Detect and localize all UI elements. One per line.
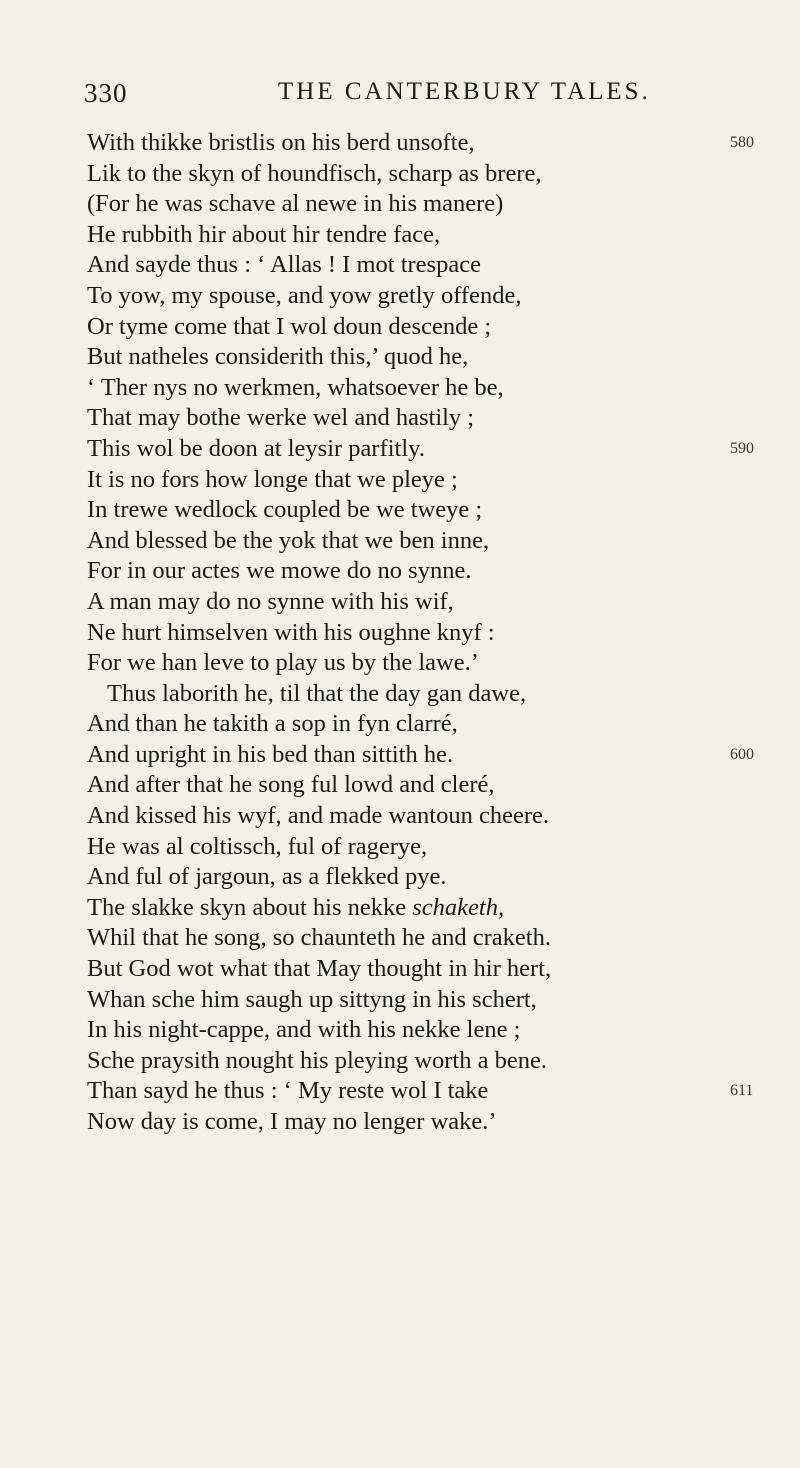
poem-line	[87, 526, 727, 557]
line-text: Thus laborith he, til that the day gan dawe,	[107, 679, 527, 707]
poem-line	[87, 495, 727, 526]
line-text: With thikke bristlis on his berd unsofte,	[87, 129, 475, 156]
line-text: And than he takith a sop in fyn clarré,	[87, 710, 458, 738]
line-text: But natheles considerith this,’ quod he,	[87, 343, 469, 371]
poem-line	[87, 373, 727, 404]
line-text: Whan sche him saugh up sittyng in his schert,	[87, 985, 537, 1013]
line-text: For we han leve to play us by the lawe.’	[87, 649, 479, 677]
poem-line	[87, 648, 727, 679]
poem-line	[87, 342, 727, 373]
poem-line	[87, 923, 727, 954]
poem-line	[87, 434, 754, 465]
poem-line	[87, 770, 727, 801]
poem-line	[87, 862, 727, 893]
line-text: But God wot what that May thought in hir hert,	[87, 955, 552, 983]
poem-line	[87, 985, 727, 1016]
poem-line	[87, 281, 727, 312]
poem-line	[87, 709, 727, 740]
line-text: In his night-cappe, and with his nekke lene ;	[87, 1016, 521, 1044]
line-text: Ne hurt himselven with his oughne knyf :	[87, 618, 495, 646]
line-text: And blessed be the yok that we ben inne,	[87, 526, 490, 554]
poem-line	[87, 587, 727, 618]
line-text: Or tyme come that I wol doun descende ;	[87, 312, 492, 340]
line-text: (For he was schave al newe in his manere)	[87, 190, 504, 218]
poem-line	[87, 740, 754, 771]
line-text: For in our actes we mowe do no synne.	[87, 557, 472, 585]
running-title: THE CANTERBURY TALES.	[278, 78, 651, 105]
line-text: Now day is come, I may no lenger wake.’	[87, 1108, 497, 1135]
line-text: And kissed his wyf, and made wantoun cheere.	[87, 802, 549, 830]
poem-line	[87, 832, 727, 863]
line-text: Whil that he song, so chaunteth he and craketh.	[87, 924, 551, 952]
poem-line	[87, 1076, 754, 1107]
line-text: Sche praysith nought his pleying worth a bene.	[87, 1046, 547, 1074]
line-number: 590	[730, 439, 754, 457]
line-text: In trewe wedlock coupled be we tweye ;	[87, 496, 483, 524]
poem-line	[87, 1046, 727, 1077]
poem-line	[87, 954, 727, 985]
line-text: That may bothe werke wel and hastily ;	[87, 404, 475, 432]
poem-line	[87, 220, 727, 251]
line-text: To yow, my spouse, and yow gretly offende,	[87, 281, 522, 309]
page-number: 330	[84, 78, 128, 108]
poem-line	[87, 128, 754, 159]
line-text: It is no fors how longe that we pleye ;	[87, 465, 458, 493]
poem-line	[87, 893, 727, 924]
line-number: 611	[730, 1082, 754, 1100]
poem-line	[87, 679, 727, 710]
line-number: 600	[730, 745, 754, 763]
poem-line	[87, 403, 727, 434]
running-head	[0, 78, 800, 118]
line-text: And after that he song ful lowd and cleré,	[87, 771, 495, 799]
poem-line	[87, 250, 727, 281]
line-text: This wol be doon at leysir parfitly.	[87, 434, 425, 462]
poem-line	[87, 189, 727, 220]
line-text: ‘ Ther nys no werkmen, whatsoever he be,	[87, 373, 504, 401]
poem-line	[87, 801, 727, 832]
line-number: 580	[730, 134, 754, 151]
poem-text	[87, 128, 754, 1138]
poem-line	[87, 465, 727, 496]
line-text: A man may do no synne with his wif,	[87, 587, 454, 615]
line-text: He rubbith hir about hir tendre face,	[87, 220, 441, 248]
poem-line	[87, 1107, 727, 1138]
line-italic-text: schaketh,	[412, 893, 505, 921]
poem-line	[87, 1015, 727, 1046]
poem-line	[87, 618, 727, 649]
poem-line	[87, 312, 727, 343]
line-text: And sayde thus : ‘ Allas ! I mot trespace	[87, 251, 481, 279]
poem-line	[87, 556, 727, 587]
line-text: The slakke skyn about his nekke schaketh,	[87, 893, 505, 921]
line-text: Than sayd he thus : ‘ My reste wol I take	[87, 1077, 489, 1105]
line-text: Lik to the skyn of houndfisch, scharp as brere,	[87, 159, 542, 187]
line-text: He was al coltissch, ful of ragerye,	[87, 832, 428, 860]
line-text: And upright in his bed than sittith he.	[87, 740, 454, 768]
line-text: And ful of jargoun, as a flekked pye.	[87, 863, 447, 891]
poem-line	[87, 159, 727, 190]
